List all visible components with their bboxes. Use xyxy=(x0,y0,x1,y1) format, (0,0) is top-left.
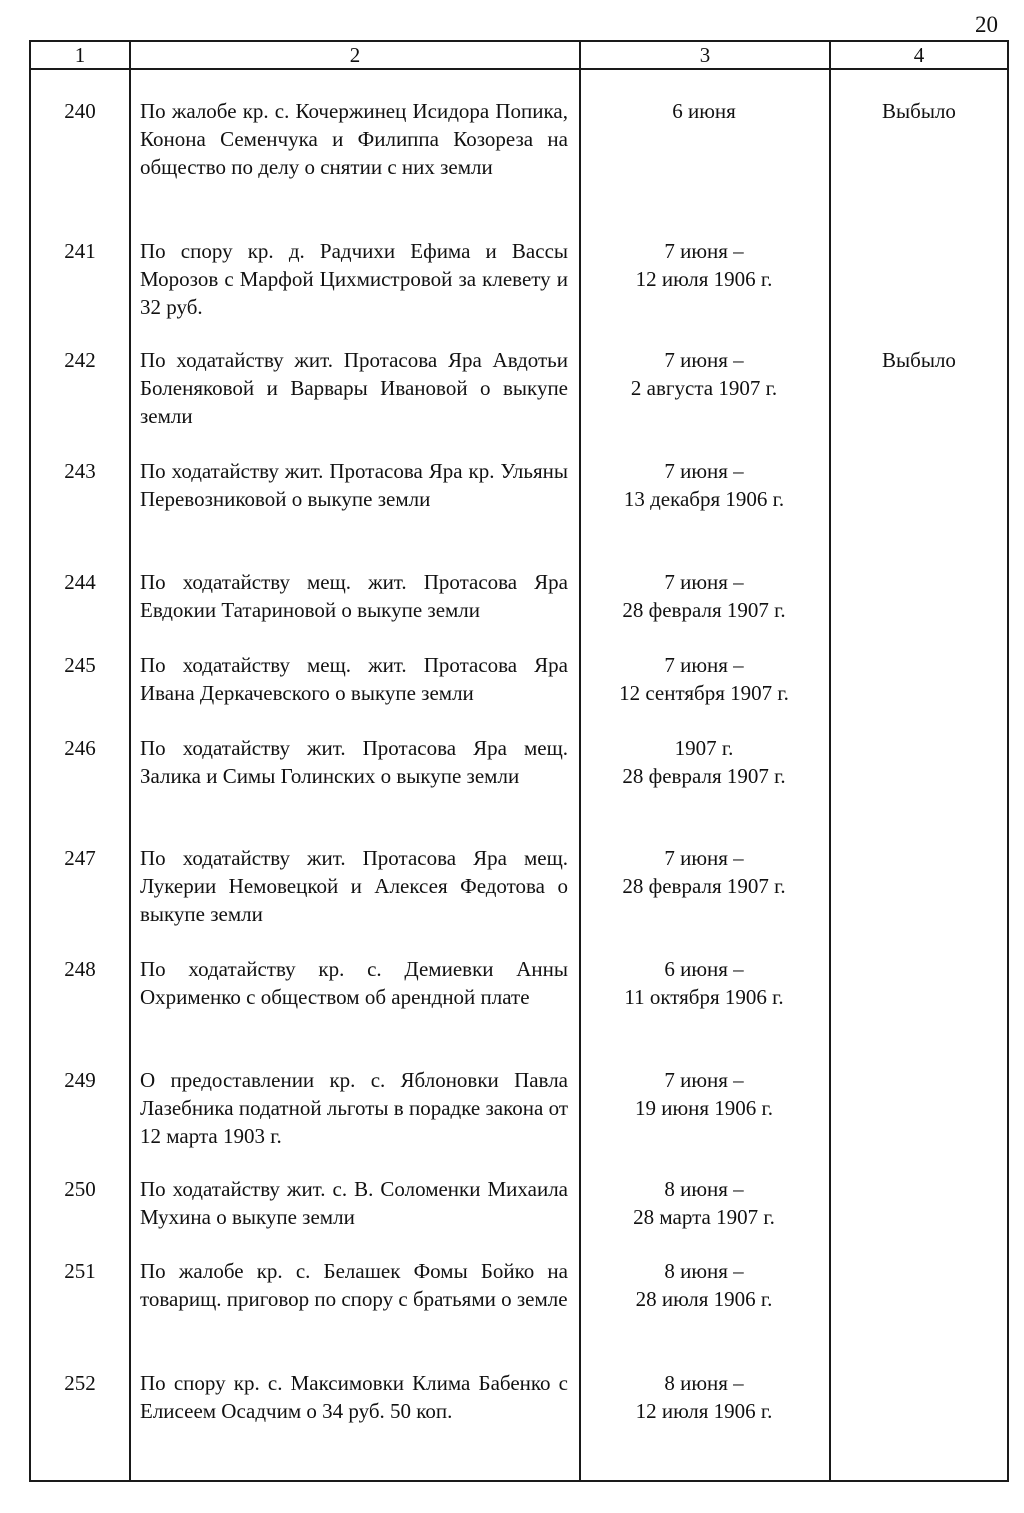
row-note: Выбыло xyxy=(882,99,956,123)
row-date-end: 28 июля 1906 г. xyxy=(635,1287,773,1311)
row-description: По спору кр. с. Максимовки Клима Бабенко с Елисеем Осадчим о 34 руб. 50 коп. xyxy=(140,1371,568,1423)
row-dates xyxy=(581,955,827,1011)
row-date-start: 7 июня – xyxy=(664,239,744,263)
row-number: 246 xyxy=(64,736,96,760)
row-dates xyxy=(581,651,827,707)
row-number: 252 xyxy=(64,1371,96,1395)
row-date-start: 1907 г. xyxy=(674,736,734,760)
row-description: По ходатайству жит. Протасова Яра мещ. Залика и Симы Голинских о выкупе земли xyxy=(140,736,568,788)
column-header-2: 2 xyxy=(349,43,361,67)
row-number: 242 xyxy=(64,348,96,372)
row-dates xyxy=(581,568,827,624)
row-date-end: 28 февраля 1907 г. xyxy=(622,598,786,622)
column-divider xyxy=(129,42,131,1480)
row-number: 248 xyxy=(64,957,96,981)
row-number: 243 xyxy=(64,459,96,483)
register-table xyxy=(29,40,1009,1482)
row-dates xyxy=(581,1257,827,1313)
row-number: 250 xyxy=(64,1177,96,1201)
row-dates xyxy=(581,457,827,513)
row-description: По спору кр. д. Радчихи Ефима и Вассы Морозов с Марфой Цихмистровой за клевету и 32 руб. xyxy=(140,239,568,319)
row-number: 244 xyxy=(64,570,96,594)
row-number: 247 xyxy=(64,846,96,870)
row-date-start: 6 июня xyxy=(672,99,736,123)
row-number: 240 xyxy=(64,99,96,123)
row-number: 245 xyxy=(64,653,96,677)
column-header-3: 3 xyxy=(699,43,711,67)
row-number: 251 xyxy=(64,1259,96,1283)
row-dates xyxy=(581,1369,827,1425)
row-date-start: 7 июня – xyxy=(664,348,744,372)
row-description: О предоставлении кр. с. Яблоновки Павла Лазебника податной льготы в порадке закона от 12 марта 1903 г. xyxy=(140,1068,568,1148)
row-date-end: 11 октября 1906 г. xyxy=(624,985,784,1009)
column-header-4: 4 xyxy=(913,43,925,67)
row-date-start: 6 июня – xyxy=(664,957,744,981)
row-note: Выбыло xyxy=(882,348,956,372)
row-date-start: 7 июня – xyxy=(664,570,744,594)
row-description: По ходатайству кр. с. Демиевки Анны Охрименко с обществом об арендной плате xyxy=(140,957,568,1009)
page-number: 20 xyxy=(975,12,998,37)
row-dates xyxy=(581,346,827,402)
row-date-end: 28 февраля 1907 г. xyxy=(622,874,786,898)
row-description: По ходатайству жит. с. В. Соломенки Михаила Мухина о выкупе земли xyxy=(140,1177,568,1229)
row-description: По ходатайству мещ. жит. Протасова Яра Евдокии Татариновой о выкупе земли xyxy=(140,570,568,622)
row-date-end: 19 июня 1906 г. xyxy=(634,1096,774,1120)
row-description: По ходатайству жит. Протасова Яра мещ. Лукерии Немовецкой и Алексея Федотова о выкупе земли xyxy=(140,846,568,926)
row-date-end: 28 марта 1907 г. xyxy=(633,1205,775,1229)
row-dates xyxy=(581,1175,827,1231)
row-date-start: 7 июня – xyxy=(664,459,744,483)
row-date-end: 13 декабря 1906 г. xyxy=(623,487,785,511)
row-dates xyxy=(581,1066,827,1122)
row-number: 241 xyxy=(64,239,96,263)
row-date-start: 8 июня – xyxy=(664,1177,744,1201)
row-date-start: 7 июня – xyxy=(664,653,744,677)
row-dates xyxy=(581,237,827,293)
row-date-end: 12 июля 1906 г. xyxy=(635,1399,773,1423)
row-description: По ходатайству мещ. жит. Протасова Яра Ивана Деркачевского о выкупе земли xyxy=(140,653,568,705)
row-description: По жалобе кр. с. Белашек Фомы Бойко на товарищ. приговор по спору с братьями о земле xyxy=(140,1259,568,1311)
row-description: По ходатайству жит. Протасова Яра Авдотьи Боленяковой и Варвары Ивановой о выкупе земли xyxy=(140,348,568,428)
row-date-start: 8 июня – xyxy=(664,1259,744,1283)
row-date-start: 7 июня – xyxy=(664,846,744,870)
row-dates xyxy=(581,844,827,900)
row-number: 249 xyxy=(64,1068,96,1092)
column-divider xyxy=(829,42,831,1480)
row-date-end: 28 февраля 1907 г. xyxy=(622,764,786,788)
row-dates xyxy=(581,97,827,125)
row-description: По ходатайству жит. Протасова Яра кр. Ульяны Перевозниковой о выкупе земли xyxy=(140,459,568,511)
column-header-1: 1 xyxy=(74,43,86,67)
row-date-end: 12 июля 1906 г. xyxy=(635,267,773,291)
row-description: По жалобе кр. с. Кочержинец Исидора Попика, Конона Семенчука и Филиппа Козореза на общество по делу о снятии с них земли xyxy=(140,99,568,179)
header-divider xyxy=(31,68,1007,70)
row-dates xyxy=(581,734,827,790)
row-date-start: 8 июня – xyxy=(664,1371,744,1395)
row-date-start: 7 июня – xyxy=(664,1068,744,1092)
row-date-end: 12 сентября 1907 г. xyxy=(619,681,789,705)
row-date-end: 2 августа 1907 г. xyxy=(630,376,778,400)
